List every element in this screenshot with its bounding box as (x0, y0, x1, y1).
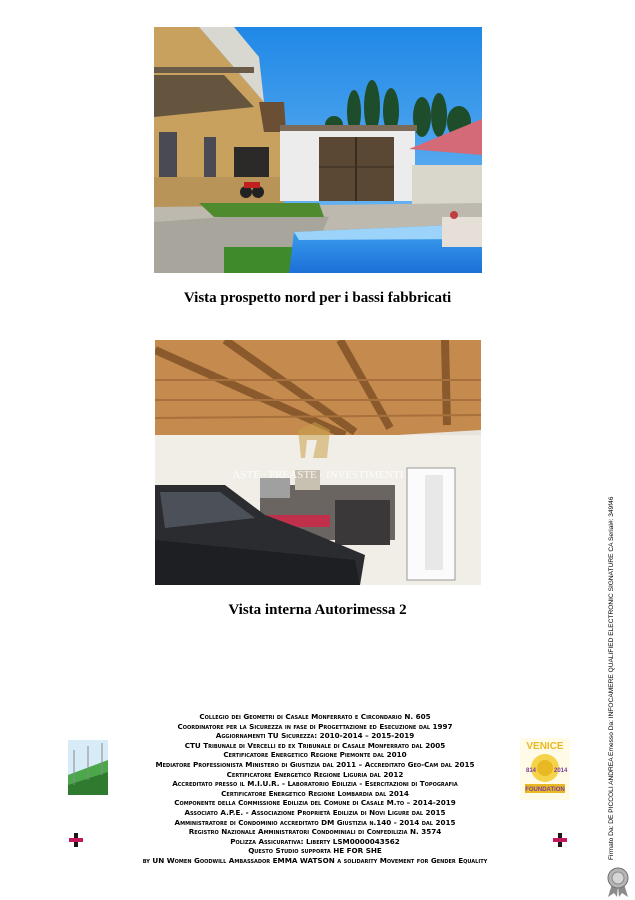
svg-text:2014: 2014 (554, 768, 568, 774)
photo-caption-1: Vista prospetto nord per i bassi fabbricati (183, 290, 452, 306)
footer-line: Associato A.P.E. - Associazione Proprietà Edilizia di Novi Ligure dal 2015 (184, 807, 446, 817)
photo-caption-2: Vista interna Autorimessa 2 (228, 602, 407, 618)
footer-line: CTU Tribunale di Vercelli ed ex Tribunale di Casale Monferrato dal 2005 (184, 740, 446, 750)
footer-line: Questo Studio supporta HE FOR SHE (248, 846, 382, 856)
plus-icon-right (552, 832, 568, 848)
footer-credentials (110, 712, 520, 866)
studio-logo-left (68, 740, 108, 795)
footer-line: Accreditato presso il M.I.U.R. - Laboratorio Edilizia - Esercitazioni di Topografia (172, 779, 458, 789)
photo-garage-interior (155, 340, 481, 585)
footer-line: Amministratore di Condominio accreditato DM Giustizia n.140 - 2014 dal 2015 (174, 817, 456, 827)
footer-line: Aggiornamenti TU Sicurezza: 2010-2014 – 2015-2019 (215, 731, 415, 741)
svg-text:814: 814 (526, 768, 537, 774)
footer-line: Mediatore Professionista Ministero di Giustizia dal 2011 – Accreditato Geo-Cam dal 2015 (155, 759, 475, 769)
footer-line: Certificatore Energetico Regione Liguria dal 2012 (226, 769, 404, 779)
footer-line: Collegio dei Geometri di Casale Monferrato e Circondario N. 605 (199, 712, 431, 721)
footer-line: by UN Women Goodwill Ambassador EMMA WATSON a solidarity Movement for Gender Equality (142, 855, 488, 865)
footer-line: Certificatore Energetico Regione Lombardia dal 2014 (221, 788, 409, 798)
watermark-text: ASTE · PREASTE · INVESTIMENTI (232, 469, 404, 481)
svg-text:FOUNDATION: FOUNDATION (525, 787, 565, 793)
seal-ribbon-icon (604, 866, 632, 898)
footer-line: Coordinatore per la Sicurezza in fase di Progettazione ed Esecuzione dal 1997 (177, 721, 453, 731)
photo-courtyard (154, 27, 482, 273)
footer-line: Certificatore Energetico Regione Piemonte dal 2010 (223, 750, 407, 760)
venice-foundation-logo (520, 738, 570, 800)
footer-line: Polizza Assicurativa: Liberty LSM0000043562 (230, 836, 400, 846)
svg-text:VENICE: VENICE (526, 741, 564, 752)
footer-line: Registro Nazionale Amministratori Condominiali di Confedilizia N. 3574 (188, 827, 442, 837)
footer-line: Componente della Commissione Edilizia del Comune di Casale M.to – 2014-2019 (174, 798, 456, 808)
plus-icon-left (68, 832, 84, 848)
